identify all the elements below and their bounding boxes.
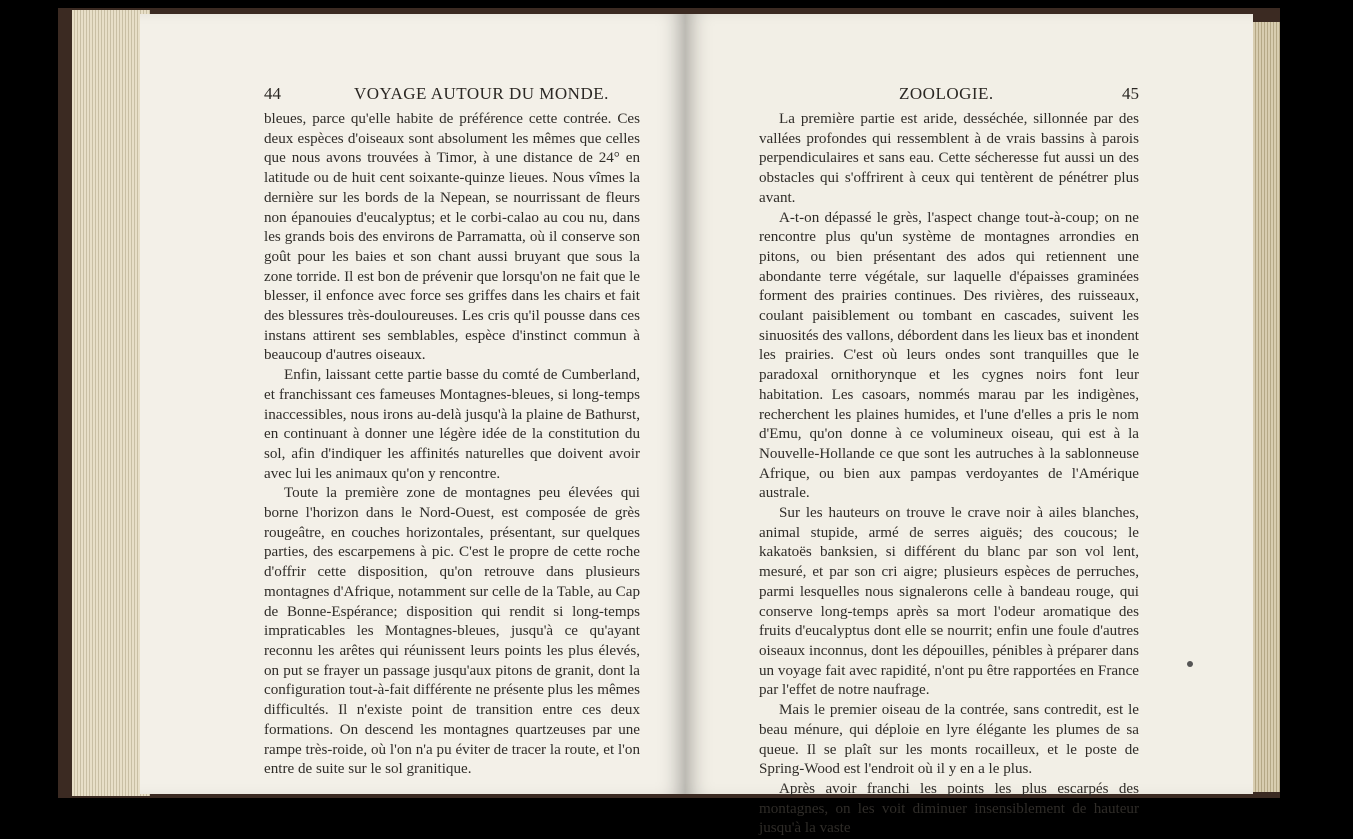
right-page-number: 45 [1122, 84, 1139, 103]
right-page-text [759, 110, 1139, 839]
paragraph: Après avoir franchi les points les plus escarpés des montagnes, on les voit diminuer insensiblement de hauteur jusqu'à la vaste [759, 780, 1139, 837]
page-edges-right [1250, 22, 1280, 792]
paragraph: Mais le premier oiseau de la contrée, sans contredit, est le beau ménure, qui déploie en lyre élégante les plumes de sa queue. Il se plaît sur les monts rocailleux, et le poste de Spring-Wood est l'endroit où il y en a le plus. [759, 702, 1139, 778]
paragraph: A-t-on dépassé le grès, l'aspect change tout-à-coup; on ne rencontre plus qu'un système de montagnes arrondies en pitons, ou bien présentant des ados qui retiennent une abondante terre végétale, sur laquelle d'épaisses graminées forment des prairies continues. Des rivières, des ruisseaux, coulant paisiblement ou tombant en cascades, suivent les sinuosités des vallons, débordent dans les lieux bas et inondent les prairies. C'est où leurs ondes sont tranquilles que le paradoxal ornithorynque et les cygnes noirs font leur habitation. Les casoars, nommés marau par les indigènes, recherchent les plaines humides, et l'une d'elles a pris le nom d'Emu, qu'on donne à ce volumineux oiseau, qui est à la Nouvelle-Hollande ce que sont les autruches à la sablonneuse Afrique, ou bien aux pampas verdoyantes de l'Amérique australe. [759, 209, 1139, 502]
paragraph: Toute la première zone de montagnes peu élevées qui borne l'horizon dans le Nord-Ouest, est composée de grès rougeâtre, en couches horizontales, présentant, sur quelques parties, des escarpemens à pic. C'est le propre de cette roche d'offrir cette disposition, qu'on retrouve dans plusieurs montagnes d'Afrique, notamment sur celle de la Table, au Cap de Bonne-Espérance; disposition qui rendit si long-temps impraticables les Montagnes-bleues, jusqu'à ce qu'ayant reconnu les arêtes qui réunissent leurs points les plus élevés, on put se frayer un passage jusqu'aux pitons de granit, dont la configuration tout-à-fait différente ne présente plus les mêmes difficultés. Il n'existe point de transition entre ces deux formations. On descend les montagnes quartzeuses par une rampe très-roide, où l'on n'a pu éviter de tracer la route, et l'on entre de suite sur le sol granitique. [264, 485, 640, 778]
left-page-number: 44 [264, 84, 281, 103]
paragraph: Enfin, laissant cette partie basse du comté de Cumberland, et franchissant ces fameuses Montagnes-bleues, si long-temps inaccessibles, nous irons au-delà jusqu'à la plaine de Bathurst, en continuant à donner une légère idée de la constitution du sol, afin d'indiquer les affinités naturelles que doivent avoir avec lui les animaux qu'on y rencontre. [264, 367, 640, 482]
left-page-text [264, 110, 640, 780]
right-running-head: ZOOLOGIE. [899, 84, 994, 103]
paragraph: bleues, parce qu'elle habite de préférence cette contrée. Ces deux espèces d'oiseaux sont absolument les mêmes que celles que nous avons trouvées à Timor, à une distance de 24° en latitude ou de huit cent soixante-quinze lieues. Nous vîmes la dernière sur les bords de la Nepean, se nourrissant de fleurs non épanouies d'eucalyptus; et le corbi-calao au cou nu, dans les grands bois des environs de Parramatta, où il conserve son goût pour les baies et son chant aussi bruyant que sous la zone torride. Il est bon de prévenir que lorsqu'on ne fait que le blesser, il enfonce avec force ses griffes dans les chairs et fait des blessures très-douloureuses. Les cris qu'il pousse dans ces instans attirent ses semblables, espèce d'instinct commun à beaucoup d'autres oiseaux. [264, 111, 640, 364]
left-running-head: VOYAGE AUTOUR DU MONDE. [354, 84, 609, 103]
paragraph: La première partie est aride, desséchée, sillonnée par des vallées profondes qui ressemblent à de vrais bassins à parois perpendiculaires et sans eau. Cette sécheresse fut aussi un des obstacles qui s'offrirent à ceux qui tentèrent de pénétrer plus avant. [759, 111, 1139, 206]
ink-spot [1187, 661, 1193, 667]
page-edges-left [72, 10, 150, 796]
paragraph: Sur les hauteurs on trouve le crave noir à ailes blanches, animal stupide, armé de serres aiguës; des coucous; le kakatoës banksien, si différent du blanc par son vol lent, mesuré, et par son cri aigre; plusieurs espèces de perruches, parmi lesquelles nous signalerons celle à bandeau rouge, qui conserve long-temps après sa mort l'odeur aromatique des fruits d'eucalyptus dont elle se nourrit; enfin une foule d'autres oiseaux inconnus, dont les dépouilles, pénibles à préparer dans un voyage fait avec rapidité, n'ont pu être rapportées en France par l'effet de notre naufrage. [759, 505, 1139, 699]
